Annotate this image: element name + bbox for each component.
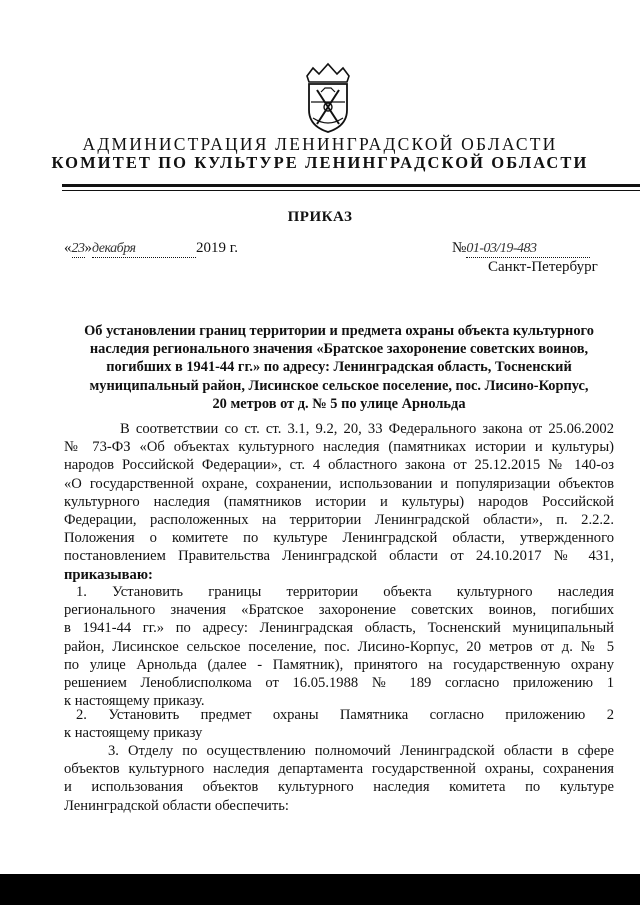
text-line: район, Лисинское сельское поселение, пос. Лисино-Корпус, 20 метров от д. № 5	[64, 638, 614, 655]
text-line: регионального значения «Братское захоронение советских воинов, погибших	[64, 602, 614, 619]
text-line: № 73-ФЗ «Об объектах культурного наследия (памятниках истории и культуры)	[64, 439, 614, 456]
text-line: Федерации, расположенных на территории Ленинградской области», п. 2.2.2.	[64, 511, 614, 528]
title-line: Об установлении границ территории и предмета охраны объекта культурного	[84, 323, 594, 339]
text-line: «О государственной охране, сохранении, использовании и популяризации объектов	[64, 475, 614, 492]
header-divider-thick	[62, 184, 640, 187]
text-line: народов Российской Федерации», ст. 4 областного закона от 25.12.2015 № 140-оз	[64, 457, 614, 474]
text-line: 2. Установить предмет охраны Памятника согласно приложению 2	[76, 707, 614, 723]
title-line: наследия регионального значения «Братское захоронение советских воинов,	[89, 341, 589, 358]
order-keyword: приказываю:	[64, 566, 153, 583]
text-line: Ленинградской области обеспечить:	[64, 797, 289, 814]
date-year: 2019 г.	[196, 240, 238, 256]
coat-of-arms-icon	[303, 62, 353, 134]
text-line: Положения о комитете по культуре Ленинградской области, утвержденного	[64, 530, 614, 547]
committee-name: КОМИТЕТ ПО КУЛЬТУРЕ ЛЕНИНГРАДСКОЙ ОБЛАСТИ	[51, 153, 589, 172]
title-line: погибших в 1941-44 гг.» по адресу: Ленинградская область, Тосненский	[106, 359, 572, 376]
document-date	[64, 240, 238, 258]
text-line: в 1941-44 гг.» по адресу: Ленинградская область, Тосненский муниципальный	[64, 620, 614, 637]
date-quote-open: «	[64, 240, 72, 256]
item-3	[64, 742, 614, 815]
text-line: и использования объектов культурного наследия комитета по культуре	[64, 779, 614, 796]
scan-edge-bar	[0, 874, 640, 905]
title-line: 20 метров от д. № 5 по улице Арнольда	[212, 395, 466, 412]
text-line: к настоящему приказу.	[64, 693, 205, 710]
text-line: постановлением Правительства Ленинградской области от 24.10.2017 № 431,	[64, 548, 614, 565]
text-line: культурного наследия (памятников истории и культуры) народов Российской	[64, 493, 614, 510]
organization-name: АДМИНИСТРАЦИЯ ЛЕНИНГРАДСКОЙ ОБЛАСТИ	[82, 134, 558, 154]
text-line: 1. Установить границы территории объекта культурного наследия	[76, 584, 614, 600]
text-line: по улице Арнольда (далее - Памятник), принятого на государственную охрану	[64, 656, 614, 673]
text-line: объектов культурного наследия департамента государственной охраны, сохранения	[64, 761, 614, 778]
title-line: муниципальный район, Лисинское сельское поселение, пос. Лисино-Корпус,	[89, 377, 589, 394]
document-type: ПРИКАЗ	[287, 209, 353, 225]
text-line: решением Леноблисполкома от 16.05.1988 № 189 согласно приложению 1	[64, 674, 614, 691]
text-line: В соответствии со ст. ст. 3.1, 9.2, 20, 33 Федерального закона от 25.06.2002	[120, 421, 614, 437]
header-divider-thin	[62, 190, 640, 191]
item-2	[64, 706, 614, 742]
item-1	[64, 583, 614, 710]
date-day: 23	[71, 241, 85, 256]
document-city: Санкт-Петербург	[488, 259, 598, 275]
document-title	[64, 322, 614, 413]
number-value: 01-03/19-483	[466, 241, 590, 258]
document-number	[452, 240, 590, 258]
date-month: декабря	[92, 241, 196, 258]
text-line: 3. Отделу по осуществлению полномочий Ленинградской области в сфере	[108, 743, 614, 759]
text-line: к настоящему приказу	[64, 725, 203, 742]
number-prefix: №	[452, 240, 467, 256]
date-quote-close: »	[84, 240, 92, 256]
preamble-paragraph	[64, 420, 614, 584]
